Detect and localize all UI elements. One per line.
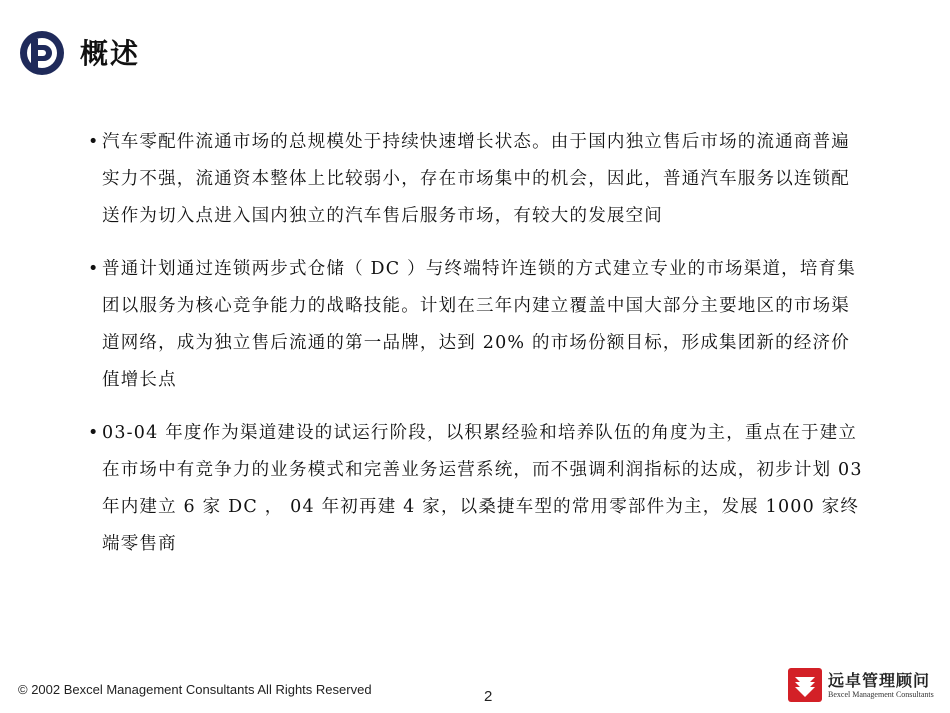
bullet-list (88, 124, 868, 579)
bullet-item (88, 124, 868, 235)
bullet-item (88, 251, 868, 399)
copyright-notice: © 2002 Bexcel Management Consultants All Rights Reserved (18, 682, 372, 697)
page-number: 2 (484, 688, 493, 705)
brand-logo (788, 668, 938, 704)
brand-mark-icon (788, 668, 822, 702)
bullet-text: 汽车零配件流通市场的总规模处于持续快速增长状态。由于国内独立售后市场的流通商普遍实力不强，流通资本整体上比较弱小，存在市场集中的机会，因此，普通汽车服务以连锁配送作为切入点进入国内独立的汽车售后服务市场，有较大的发展空间 (102, 132, 850, 226)
brand-name-english: Bexcel Management Consultants (828, 690, 934, 699)
bullet-item (88, 415, 868, 563)
brand-name-chinese: 远卓管理顾问 (828, 671, 931, 690)
page-title: 概述 (80, 37, 141, 70)
bullet-marker: • (88, 259, 100, 279)
bullet-text: 普通计划通过连锁两步式仓储（ DC ）与终端特许连锁的方式建立专业的市场渠道，培育集团以服务为核心竞争能力的战略技能。计划在三年内建立覆盖中国大部分主要地区的市场渠道网络，成为独立售后流通的第一品牌，达到 20% 的市场份额目标，形成集团新的经济价值增长点 (102, 259, 856, 390)
bracket-d-logo-icon (18, 29, 66, 77)
bullet-text: 03-04 年度作为渠道建设的试运行阶段，以积累经验和培养队伍的角度为主，重点在于建立在市场中有竞争力的业务模式和完善业务运营系统，而不强调利润指标的达成，初步计划 03 年内建立 6 家 DC ， 04 年初再建 4 家，以桑捷车型的常用零部件为主，发展 1000 家终端零售商 (102, 423, 863, 554)
bullet-marker: • (88, 423, 100, 443)
bullet-marker: • (88, 132, 100, 152)
